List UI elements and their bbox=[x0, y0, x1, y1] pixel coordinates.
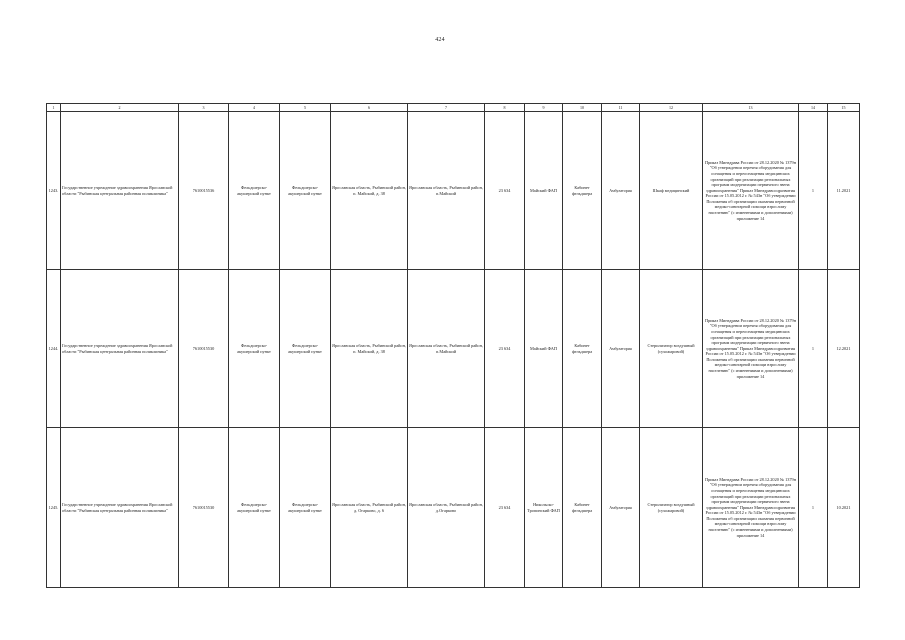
column-number: 9 bbox=[525, 104, 563, 112]
settlement: Ярославская область, Рыбинский район, д.Огарково bbox=[408, 428, 485, 588]
equipment-name: Шкаф медицинский bbox=[640, 112, 703, 270]
quantity: 1 bbox=[799, 428, 828, 588]
column-number: 7 bbox=[408, 104, 485, 112]
column-number: 5 bbox=[280, 104, 331, 112]
table-row bbox=[47, 428, 860, 588]
unit-name: Майский ФАП bbox=[525, 270, 563, 428]
organization-code: 7610015530 bbox=[179, 428, 229, 588]
page-number: 424 bbox=[435, 37, 445, 43]
table-row bbox=[47, 112, 860, 270]
room-name: Кабинет фельдшера bbox=[563, 428, 602, 588]
organization-code: 7610015536 bbox=[179, 112, 229, 270]
facility-type: Фельдшерско-акушерский пункт bbox=[229, 270, 280, 428]
organization-code: 7610015530 bbox=[179, 270, 229, 428]
settlement: Ярославская область, Рыбинский район, п.Майский bbox=[408, 270, 485, 428]
row-number: 1245. bbox=[47, 428, 61, 588]
legal-basis: Приказ Минздрава России от 28.12.2020 № 1379н "Об утверждении перечня оборудования для оснащения и переоснащения медицинских организаций при реализации региональных программ модернизации первичного звена здравоохранения" Приказ Минздравсоцразвития России от 15.05.2012 г. № 543н "Об утверждении Положения об организации оказания первичной медико-санитарной помощи взрослому населению" (с изменениями и дополнениями) приложение 14 bbox=[703, 112, 799, 270]
facility-address: Ярославская область, Рыбинский район, д. Огарково, д. 6 bbox=[331, 428, 408, 588]
column-number: 11 bbox=[602, 104, 640, 112]
territory-code: 23 634 bbox=[485, 270, 525, 428]
facility-address: Ярославская область, Рыбинский район, п. Майский, д. 38 bbox=[331, 112, 408, 270]
equipment-name: Стерилизатор воздушный (сухожаровой) bbox=[640, 270, 703, 428]
care-category: Амбулатория bbox=[602, 112, 640, 270]
equipment-name: Стерилизатор воздушный (сухожаровой) bbox=[640, 428, 703, 588]
delivery-date: 12.2021 bbox=[828, 270, 860, 428]
equipment-registry-table bbox=[46, 103, 860, 588]
legal-basis: Приказ Минздрава России от 28.12.2020 № 1379н "Об утверждении перечня оборудования для оснащения и переоснащения медицинских организаций при реализации региональных программ модернизации первичного звена здравоохранения" Приказ Минздравсоцразвития России от 15.05.2012 г. № 543н "Об утверждении Положения об организации оказания первичной медико-санитарной помощи взрослому населению" (с изменениями и дополнениями) приложение 14 bbox=[703, 428, 799, 588]
row-number: 1244. bbox=[47, 270, 61, 428]
room-name: Кабинет фельдшера bbox=[563, 270, 602, 428]
facility-subtype: Фельдшерско-акушерский пункт bbox=[280, 428, 331, 588]
settlement: Ярославская область, Рыбинский район, п.Майский bbox=[408, 112, 485, 270]
delivery-date: 10.2021 bbox=[828, 428, 860, 588]
legal-basis: Приказ Минздрава России от 28.12.2020 № 1379н "Об утверждении перечня оборудования для оснащения и переоснащения медицинских организаций при реализации региональных программ модернизации первичного звена здравоохранения" Приказ Минздравсоцразвития России от 15.05.2012 г. № 543н "Об утверждении Положения об организации оказания первичной медико-санитарной помощи взрослому населению" (с изменениями и дополнениями) приложение 14 bbox=[703, 270, 799, 428]
column-number: 14 bbox=[799, 104, 828, 112]
facility-type: Фельдшерско-акушерский пункт bbox=[229, 112, 280, 270]
quantity: 1 bbox=[799, 112, 828, 270]
unit-name: Никольско-Тропинский ФАП bbox=[525, 428, 563, 588]
facility-subtype: Фельдшерско-акушерский пункт bbox=[280, 112, 331, 270]
unit-name: Майский ФАП bbox=[525, 112, 563, 270]
column-number: 6 bbox=[331, 104, 408, 112]
quantity: 1 bbox=[799, 270, 828, 428]
column-number: 8 bbox=[485, 104, 525, 112]
row-number: 1243. bbox=[47, 112, 61, 270]
organization-name: Государственное учреждение здравоохранения Ярославской области "Рыбинская центральная районная поликлиника" bbox=[61, 428, 179, 588]
column-number: 12 bbox=[640, 104, 703, 112]
facility-type: Фельдшерско-акушерский пункт bbox=[229, 428, 280, 588]
care-category: Амбулатория bbox=[602, 270, 640, 428]
column-number: 15 bbox=[828, 104, 860, 112]
organization-name: Государственное учреждение здравоохранения Ярославской области "Рыбинская центральная районная поликлиника" bbox=[61, 270, 179, 428]
column-number: 1 bbox=[47, 104, 61, 112]
column-number: 3 bbox=[179, 104, 229, 112]
column-number: 10 bbox=[563, 104, 602, 112]
facility-subtype: Фельдшерско-акушерский пункт bbox=[280, 270, 331, 428]
care-category: Амбулатория bbox=[602, 428, 640, 588]
delivery-date: 11.2021 bbox=[828, 112, 860, 270]
column-number: 2 bbox=[61, 104, 179, 112]
column-number: 4 bbox=[229, 104, 280, 112]
column-number-row bbox=[47, 104, 860, 112]
room-name: Кабинет фельдшера bbox=[563, 112, 602, 270]
table-row bbox=[47, 270, 860, 428]
column-number: 13 bbox=[703, 104, 799, 112]
facility-address: Ярославская область, Рыбинский район, п. Майский, д. 38 bbox=[331, 270, 408, 428]
organization-name: Государственное учреждение здравоохранения Ярославской области "Рыбинская центральная районная поликлиника" bbox=[61, 112, 179, 270]
territory-code: 23 634 bbox=[485, 428, 525, 588]
territory-code: 23 634 bbox=[485, 112, 525, 270]
